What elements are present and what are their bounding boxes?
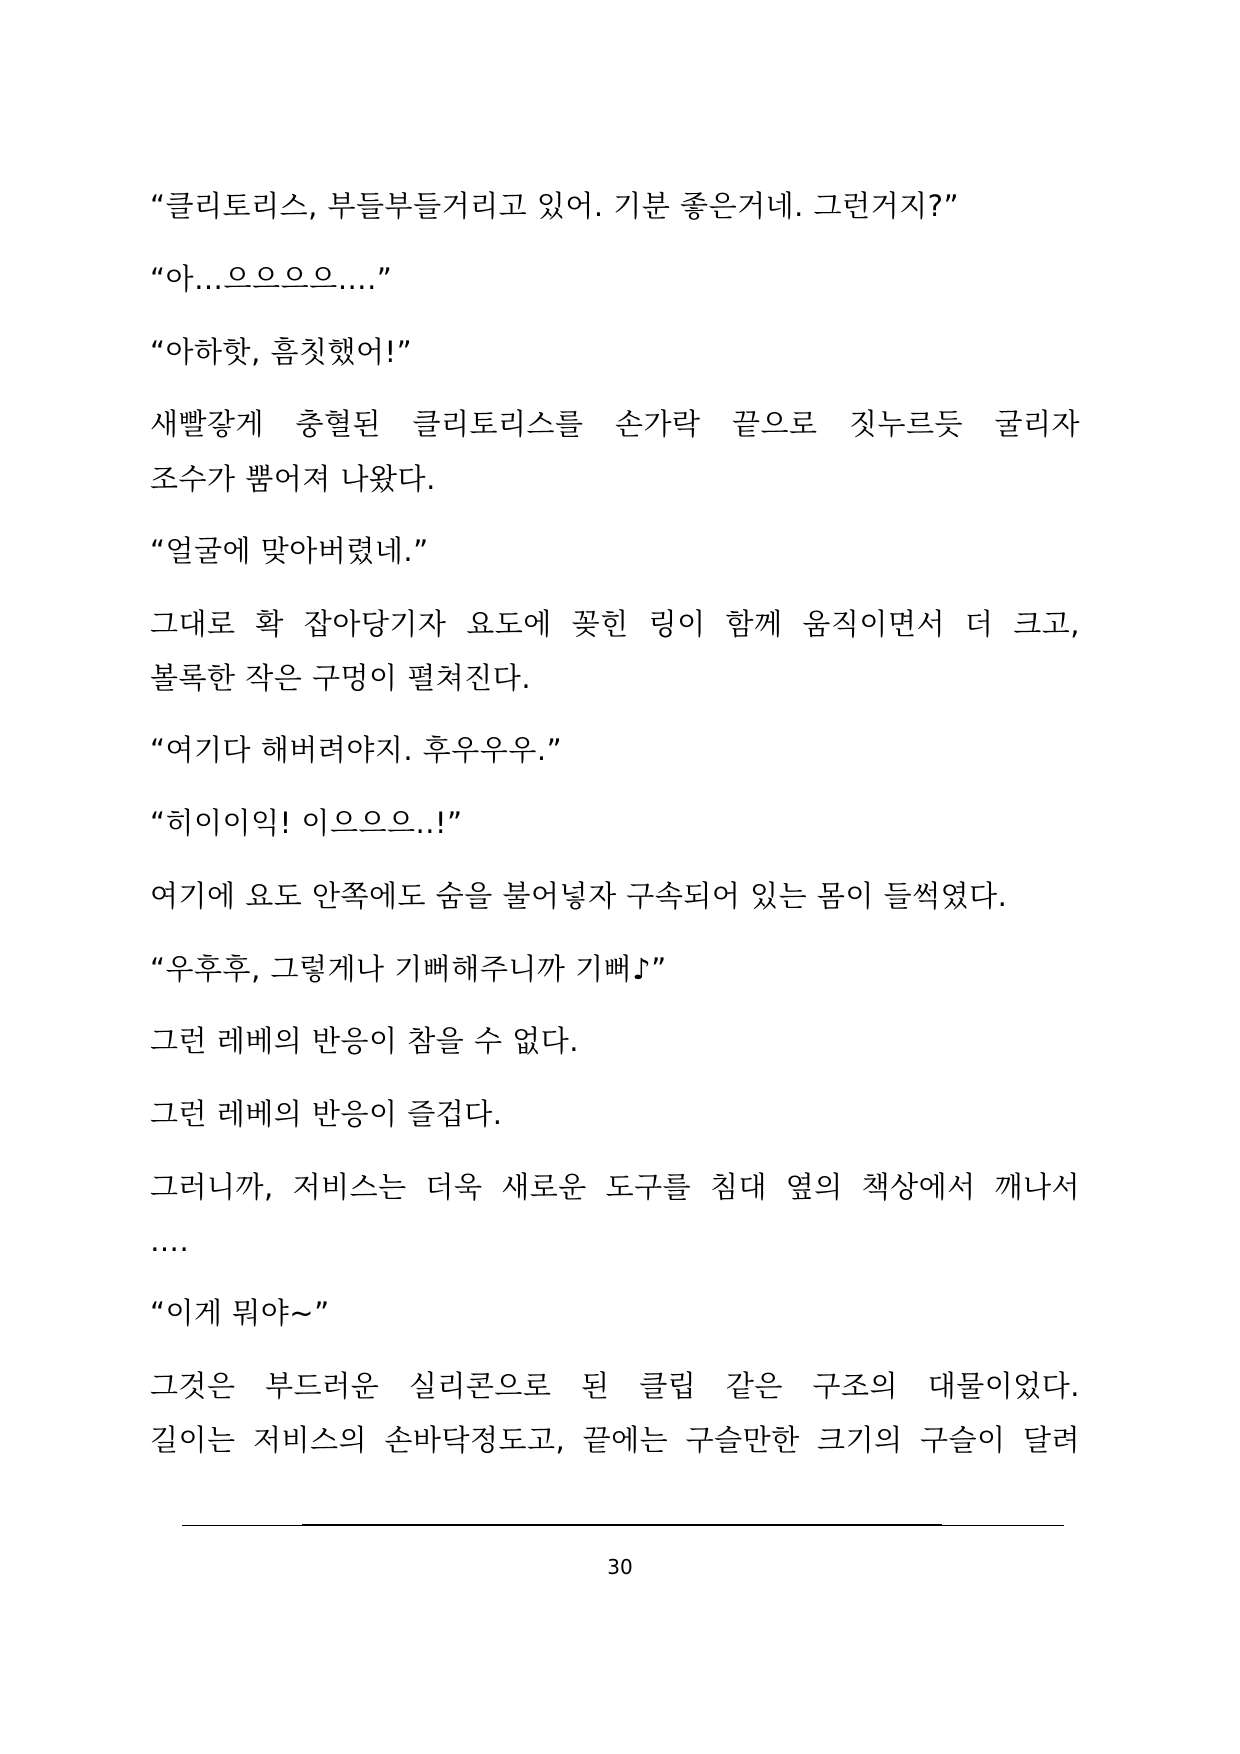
text-line: “아하핫, 흠칫했어!” [150,335,413,369]
text-line: “히이이익! 이으으으..!” [150,806,463,840]
footer-rule-center [302,1524,942,1526]
text-line: 그런 레베의 반응이 즐겁다. [150,1097,503,1131]
text-line: “얼굴에 맞아버렸네.” [150,534,429,568]
text-line: 새빨갛게 충혈된 클리토리스를 손가락 끝으로 짓누르듯 굴리자 [150,407,1080,441]
text-line: 길이는 저비스의 손바닥정도고, 끝에는 구슬만한 크기의 구슬이 달려 [150,1423,1080,1457]
text-line: 조수가 뿜어져 나왔다. [150,462,436,496]
text-line: “우후후, 그렇게나 기뻐해주니까 기뻐♪” [150,952,667,986]
text-line: 그대로 확 잡아당기자 요도에 꽂힌 링이 함께 움직이면서 더 크고, [150,607,1080,641]
page-number: 30 [607,1555,633,1579]
text-line: 그런 레베의 반응이 참을 수 없다. [150,1024,579,1058]
text-line: 그러니까, 저비스는 더욱 새로운 도구를 침대 옆의 책상에서 깨나서 [150,1170,1080,1204]
text-line: 여기에 요도 안쪽에도 숨을 불어넣자 구속되어 있는 몸이 들썩였다. [150,879,1008,913]
text-line: 그것은 부드러운 실리콘으로 된 클립 같은 구조의 대물이었다. [150,1369,1080,1403]
text-line: “여기다 해버려야지. 후우우우.” [150,733,563,767]
text-line: “이게 뭐야~” [150,1296,330,1330]
text-line: “클리토리스, 부들부들거리고 있어. 기분 좋은거네. 그런거지?” [150,189,960,223]
text-line: …. [150,1224,190,1258]
text-line: 볼록한 작은 구멍이 펼쳐진다. [150,661,532,695]
text-line: “아…으으으으….” [150,262,393,296]
